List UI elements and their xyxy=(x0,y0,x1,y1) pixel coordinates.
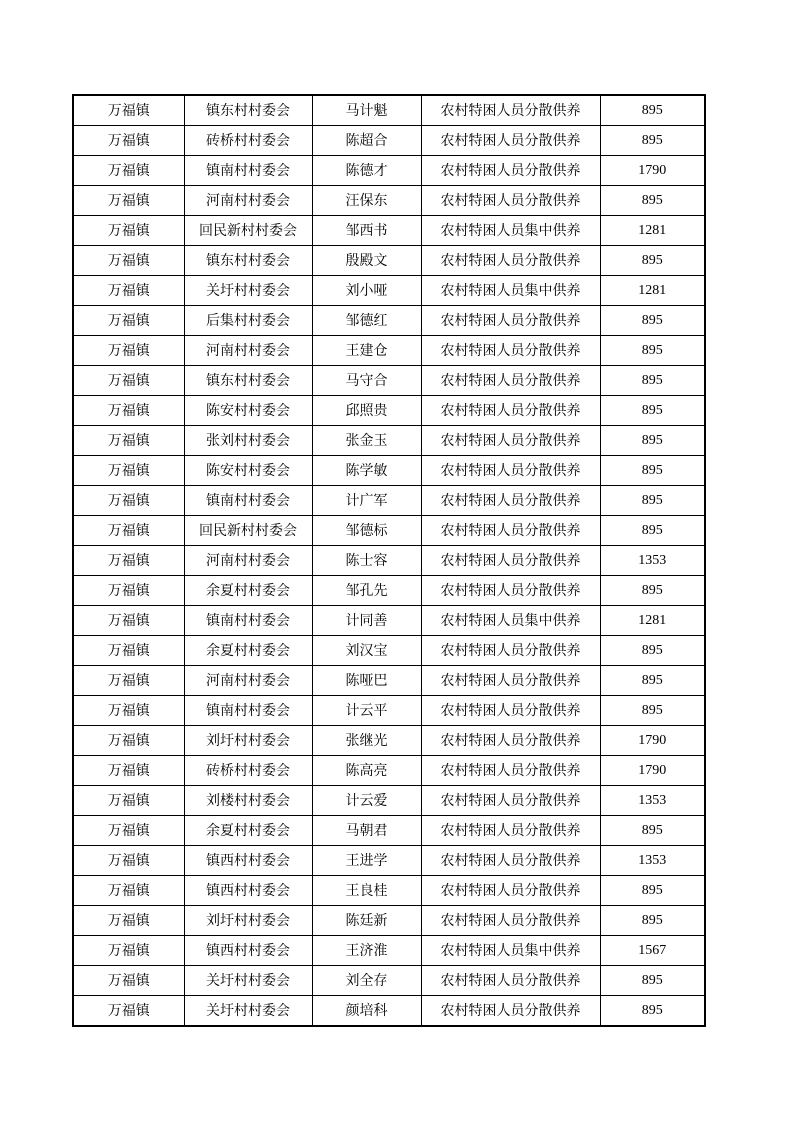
village-committee-cell: 镇南村村委会 xyxy=(184,696,312,726)
person-name-cell: 计云爱 xyxy=(312,786,421,816)
town-cell: 万福镇 xyxy=(73,95,184,126)
village-committee-cell: 后集村村委会 xyxy=(184,306,312,336)
table-row xyxy=(73,276,705,306)
village-committee-cell: 余夏村村委会 xyxy=(184,576,312,606)
town-cell: 万福镇 xyxy=(73,576,184,606)
amount-cell: 895 xyxy=(600,816,705,846)
support-type-cell: 农村特困人员分散供养 xyxy=(421,726,600,756)
support-type-cell: 农村特困人员分散供养 xyxy=(421,966,600,996)
support-type-cell: 农村特困人员分散供养 xyxy=(421,156,600,186)
amount-cell: 1353 xyxy=(600,546,705,576)
support-type-cell: 农村特困人员分散供养 xyxy=(421,126,600,156)
person-name-cell: 陈高亮 xyxy=(312,756,421,786)
town-cell: 万福镇 xyxy=(73,696,184,726)
beneficiary-table-body xyxy=(73,95,705,1026)
person-name-cell: 刘汉宝 xyxy=(312,636,421,666)
village-committee-cell: 刘圩村村委会 xyxy=(184,726,312,756)
person-name-cell: 邹西书 xyxy=(312,216,421,246)
person-name-cell: 陈德才 xyxy=(312,156,421,186)
village-committee-cell: 陈安村村委会 xyxy=(184,456,312,486)
support-type-cell: 农村特困人员分散供养 xyxy=(421,816,600,846)
village-committee-cell: 河南村村委会 xyxy=(184,336,312,366)
person-name-cell: 王建仓 xyxy=(312,336,421,366)
table-row xyxy=(73,666,705,696)
table-row xyxy=(73,486,705,516)
person-name-cell: 马朝君 xyxy=(312,816,421,846)
person-name-cell: 邹德红 xyxy=(312,306,421,336)
village-committee-cell: 镇西村村委会 xyxy=(184,846,312,876)
support-type-cell: 农村特困人员分散供养 xyxy=(421,576,600,606)
amount-cell: 895 xyxy=(600,396,705,426)
person-name-cell: 陈学敏 xyxy=(312,456,421,486)
amount-cell: 895 xyxy=(600,306,705,336)
person-name-cell: 邹德标 xyxy=(312,516,421,546)
table-row xyxy=(73,516,705,546)
village-committee-cell: 砖桥村村委会 xyxy=(184,126,312,156)
table-row xyxy=(73,246,705,276)
town-cell: 万福镇 xyxy=(73,456,184,486)
support-type-cell: 农村特困人员分散供养 xyxy=(421,336,600,366)
table-row xyxy=(73,996,705,1027)
town-cell: 万福镇 xyxy=(73,636,184,666)
person-name-cell: 张金玉 xyxy=(312,426,421,456)
amount-cell: 895 xyxy=(600,486,705,516)
support-type-cell: 农村特困人员分散供养 xyxy=(421,756,600,786)
village-committee-cell: 关圩村村委会 xyxy=(184,276,312,306)
amount-cell: 1790 xyxy=(600,726,705,756)
village-committee-cell: 关圩村村委会 xyxy=(184,996,312,1027)
amount-cell: 895 xyxy=(600,966,705,996)
village-committee-cell: 回民新村村委会 xyxy=(184,216,312,246)
support-type-cell: 农村特困人员集中供养 xyxy=(421,276,600,306)
amount-cell: 895 xyxy=(600,336,705,366)
amount-cell: 895 xyxy=(600,246,705,276)
person-name-cell: 马计魁 xyxy=(312,95,421,126)
village-committee-cell: 河南村村委会 xyxy=(184,186,312,216)
amount-cell: 895 xyxy=(600,876,705,906)
table-row xyxy=(73,95,705,126)
amount-cell: 895 xyxy=(600,516,705,546)
support-type-cell: 农村特困人员分散供养 xyxy=(421,846,600,876)
person-name-cell: 计广军 xyxy=(312,486,421,516)
town-cell: 万福镇 xyxy=(73,216,184,246)
town-cell: 万福镇 xyxy=(73,816,184,846)
person-name-cell: 刘小哑 xyxy=(312,276,421,306)
town-cell: 万福镇 xyxy=(73,996,184,1027)
support-type-cell: 农村特困人员分散供养 xyxy=(421,786,600,816)
town-cell: 万福镇 xyxy=(73,156,184,186)
amount-cell: 895 xyxy=(600,666,705,696)
amount-cell: 895 xyxy=(600,696,705,726)
amount-cell: 895 xyxy=(600,95,705,126)
amount-cell: 895 xyxy=(600,636,705,666)
amount-cell: 895 xyxy=(600,906,705,936)
amount-cell: 895 xyxy=(600,456,705,486)
person-name-cell: 邹孔先 xyxy=(312,576,421,606)
town-cell: 万福镇 xyxy=(73,486,184,516)
table-row xyxy=(73,366,705,396)
town-cell: 万福镇 xyxy=(73,246,184,276)
person-name-cell: 计云平 xyxy=(312,696,421,726)
table-row xyxy=(73,876,705,906)
support-type-cell: 农村特困人员分散供养 xyxy=(421,876,600,906)
town-cell: 万福镇 xyxy=(73,276,184,306)
town-cell: 万福镇 xyxy=(73,936,184,966)
village-committee-cell: 回民新村村委会 xyxy=(184,516,312,546)
table-row xyxy=(73,156,705,186)
person-name-cell: 马守合 xyxy=(312,366,421,396)
village-committee-cell: 镇东村村委会 xyxy=(184,366,312,396)
person-name-cell: 王进学 xyxy=(312,846,421,876)
town-cell: 万福镇 xyxy=(73,516,184,546)
amount-cell: 1790 xyxy=(600,156,705,186)
support-type-cell: 农村特困人员分散供养 xyxy=(421,666,600,696)
village-committee-cell: 镇西村村委会 xyxy=(184,876,312,906)
village-committee-cell: 镇南村村委会 xyxy=(184,156,312,186)
table-row xyxy=(73,726,705,756)
amount-cell: 1790 xyxy=(600,756,705,786)
village-committee-cell: 河南村村委会 xyxy=(184,546,312,576)
town-cell: 万福镇 xyxy=(73,786,184,816)
person-name-cell: 陈廷新 xyxy=(312,906,421,936)
table-row xyxy=(73,186,705,216)
table-row xyxy=(73,636,705,666)
support-type-cell: 农村特困人员分散供养 xyxy=(421,396,600,426)
village-committee-cell: 刘圩村村委会 xyxy=(184,906,312,936)
support-type-cell: 农村特困人员分散供养 xyxy=(421,306,600,336)
village-committee-cell: 关圩村村委会 xyxy=(184,966,312,996)
person-name-cell: 陈哑巴 xyxy=(312,666,421,696)
town-cell: 万福镇 xyxy=(73,726,184,756)
town-cell: 万福镇 xyxy=(73,756,184,786)
person-name-cell: 汪保东 xyxy=(312,186,421,216)
support-type-cell: 农村特困人员分散供养 xyxy=(421,516,600,546)
amount-cell: 895 xyxy=(600,126,705,156)
table-row xyxy=(73,606,705,636)
person-name-cell: 邱照贵 xyxy=(312,396,421,426)
town-cell: 万福镇 xyxy=(73,426,184,456)
person-name-cell: 颜培科 xyxy=(312,996,421,1027)
person-name-cell: 刘全存 xyxy=(312,966,421,996)
support-type-cell: 农村特困人员分散供养 xyxy=(421,95,600,126)
town-cell: 万福镇 xyxy=(73,606,184,636)
village-committee-cell: 镇东村村委会 xyxy=(184,246,312,276)
village-committee-cell: 刘楼村村委会 xyxy=(184,786,312,816)
support-type-cell: 农村特困人员分散供养 xyxy=(421,186,600,216)
support-type-cell: 农村特困人员分散供养 xyxy=(421,546,600,576)
town-cell: 万福镇 xyxy=(73,306,184,336)
town-cell: 万福镇 xyxy=(73,186,184,216)
village-committee-cell: 镇西村村委会 xyxy=(184,936,312,966)
table-row xyxy=(73,336,705,366)
support-type-cell: 农村特困人员分散供养 xyxy=(421,486,600,516)
village-committee-cell: 镇东村村委会 xyxy=(184,95,312,126)
town-cell: 万福镇 xyxy=(73,876,184,906)
town-cell: 万福镇 xyxy=(73,336,184,366)
table-row xyxy=(73,906,705,936)
person-name-cell: 陈士容 xyxy=(312,546,421,576)
village-committee-cell: 陈安村村委会 xyxy=(184,396,312,426)
town-cell: 万福镇 xyxy=(73,126,184,156)
town-cell: 万福镇 xyxy=(73,366,184,396)
support-type-cell: 农村特困人员分散供养 xyxy=(421,456,600,486)
amount-cell: 895 xyxy=(600,366,705,396)
table-row xyxy=(73,756,705,786)
amount-cell: 1567 xyxy=(600,936,705,966)
table-row xyxy=(73,216,705,246)
table-row xyxy=(73,546,705,576)
table-row xyxy=(73,816,705,846)
village-committee-cell: 镇南村村委会 xyxy=(184,486,312,516)
support-type-cell: 农村特困人员分散供养 xyxy=(421,996,600,1027)
table-row xyxy=(73,126,705,156)
amount-cell: 895 xyxy=(600,576,705,606)
person-name-cell: 王良桂 xyxy=(312,876,421,906)
support-type-cell: 农村特困人员分散供养 xyxy=(421,246,600,276)
table-row xyxy=(73,786,705,816)
table-row xyxy=(73,966,705,996)
village-committee-cell: 余夏村村委会 xyxy=(184,816,312,846)
support-type-cell: 农村特困人员分散供养 xyxy=(421,636,600,666)
village-committee-cell: 镇南村村委会 xyxy=(184,606,312,636)
town-cell: 万福镇 xyxy=(73,546,184,576)
person-name-cell: 王济淮 xyxy=(312,936,421,966)
table-row xyxy=(73,696,705,726)
table-row xyxy=(73,306,705,336)
amount-cell: 1281 xyxy=(600,276,705,306)
support-type-cell: 农村特困人员集中供养 xyxy=(421,216,600,246)
town-cell: 万福镇 xyxy=(73,966,184,996)
town-cell: 万福镇 xyxy=(73,666,184,696)
person-name-cell: 计同善 xyxy=(312,606,421,636)
person-name-cell: 张继光 xyxy=(312,726,421,756)
amount-cell: 1353 xyxy=(600,786,705,816)
amount-cell: 1281 xyxy=(600,606,705,636)
amount-cell: 895 xyxy=(600,426,705,456)
village-committee-cell: 砖桥村村委会 xyxy=(184,756,312,786)
village-committee-cell: 河南村村委会 xyxy=(184,666,312,696)
amount-cell: 895 xyxy=(600,186,705,216)
town-cell: 万福镇 xyxy=(73,396,184,426)
person-name-cell: 陈超合 xyxy=(312,126,421,156)
village-committee-cell: 余夏村村委会 xyxy=(184,636,312,666)
support-type-cell: 农村特困人员分散供养 xyxy=(421,906,600,936)
table-row xyxy=(73,576,705,606)
support-type-cell: 农村特困人员集中供养 xyxy=(421,606,600,636)
table-row xyxy=(73,936,705,966)
amount-cell: 1353 xyxy=(600,846,705,876)
amount-cell: 1281 xyxy=(600,216,705,246)
person-name-cell: 殷殿文 xyxy=(312,246,421,276)
amount-cell: 895 xyxy=(600,996,705,1027)
table-row xyxy=(73,396,705,426)
support-type-cell: 农村特困人员集中供养 xyxy=(421,936,600,966)
support-type-cell: 农村特困人员分散供养 xyxy=(421,426,600,456)
village-committee-cell: 张刘村村委会 xyxy=(184,426,312,456)
beneficiary-table xyxy=(72,94,706,1027)
town-cell: 万福镇 xyxy=(73,846,184,876)
support-type-cell: 农村特困人员分散供养 xyxy=(421,696,600,726)
table-row xyxy=(73,456,705,486)
table-row xyxy=(73,846,705,876)
town-cell: 万福镇 xyxy=(73,906,184,936)
table-row xyxy=(73,426,705,456)
support-type-cell: 农村特困人员分散供养 xyxy=(421,366,600,396)
